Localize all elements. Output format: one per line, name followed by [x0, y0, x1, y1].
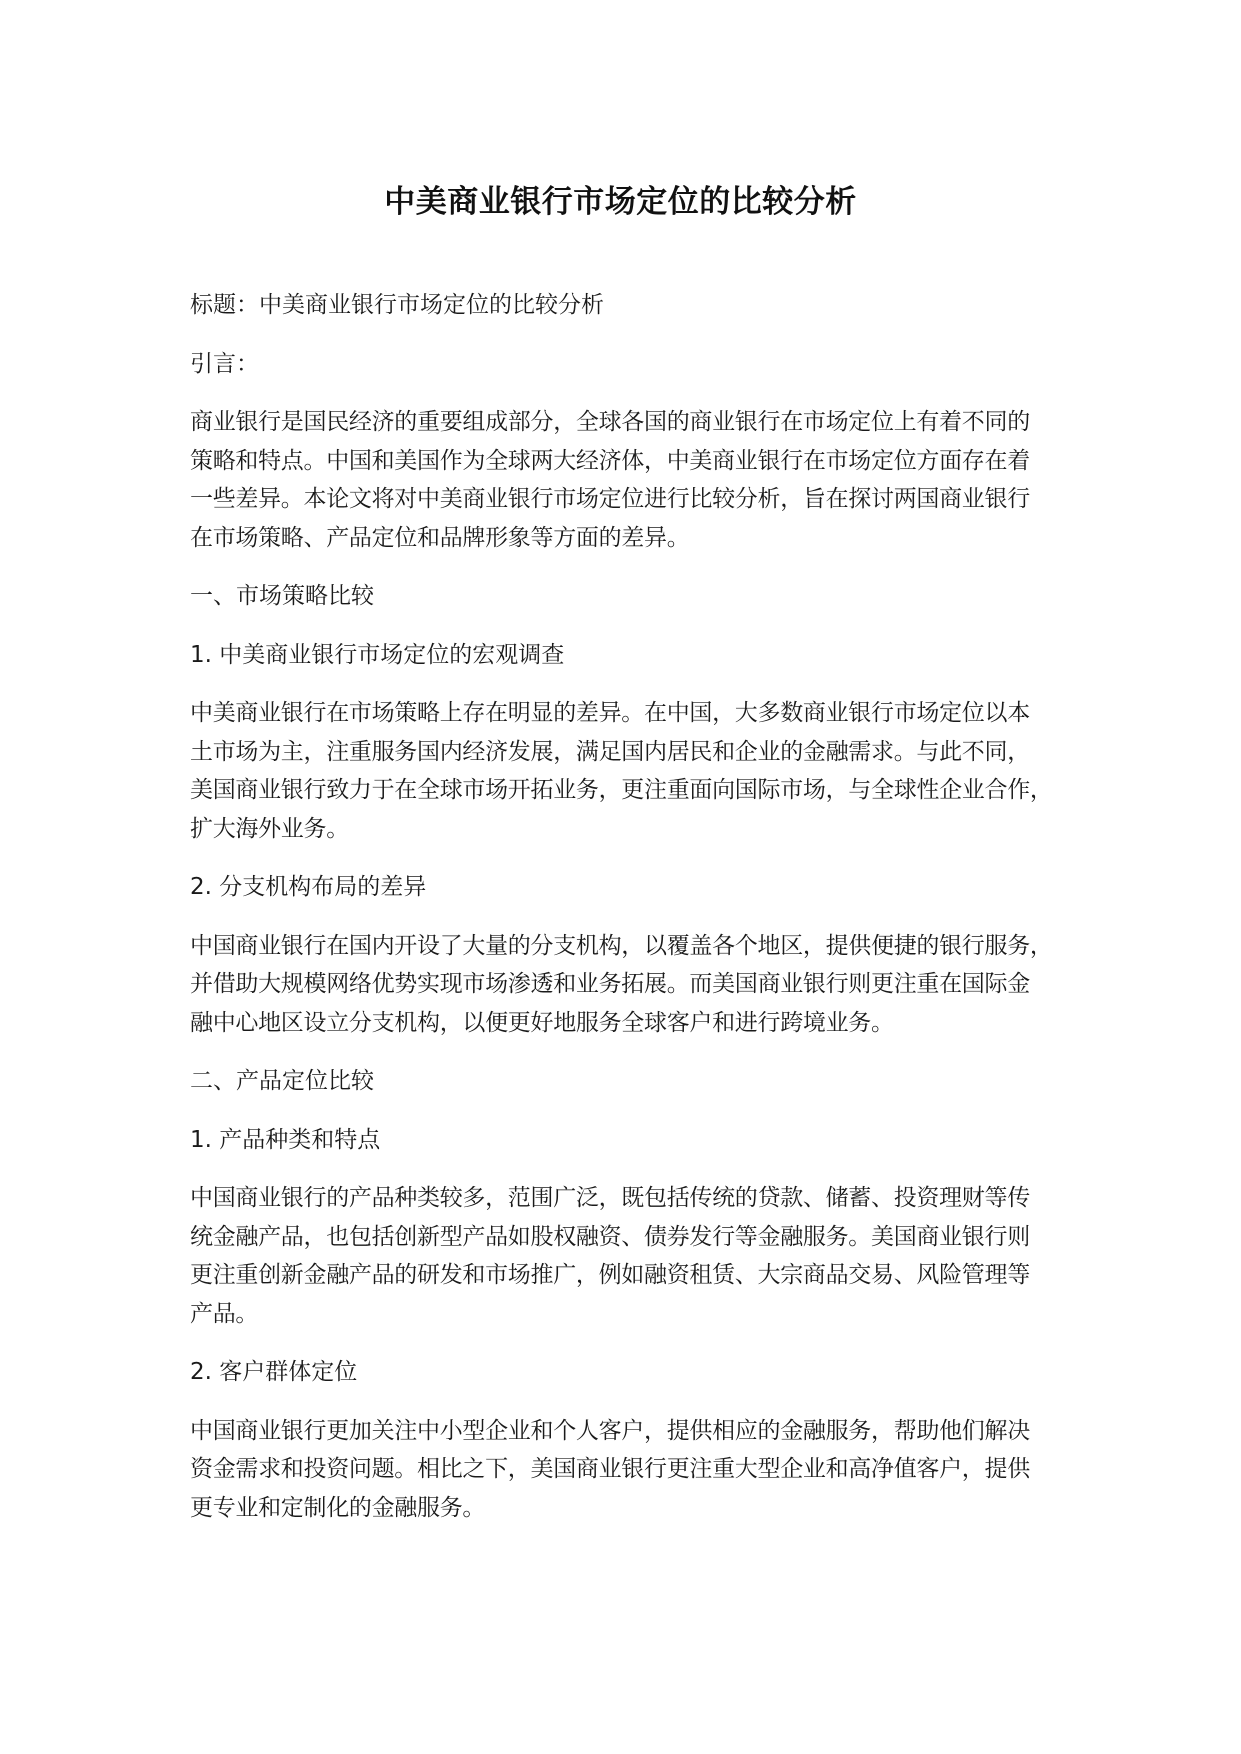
paragraph-line: 中国商业银行更加关注中小型企业和个人客户，提供相应的金融服务，帮助他们解决 — [190, 1417, 1030, 1444]
paragraph-line: 融中心地区设立分支机构，以便更好地服务全球客户和进行跨境业务。 — [190, 1009, 894, 1036]
section-heading-market-strategy: 一、市场策略比较 — [190, 583, 374, 609]
paragraph-line: 资金需求和投资问题。相比之下，美国商业银行更注重大型企业和高净值客户，提供 — [190, 1456, 1030, 1482]
intro-paragraph — [190, 403, 1070, 557]
document-title: 中美商业银行市场定位的比较分析 — [384, 184, 857, 220]
subtitle-line: 标题：中美商业银行市场定位的比较分析 — [190, 292, 604, 318]
paragraph-line: 扩大海外业务。 — [190, 815, 349, 842]
branch-layout-paragraph — [190, 927, 1070, 1043]
subsection-heading-macro-survey: 1. 中美商业银行市场定位的宏观调查 — [190, 641, 565, 668]
macro-survey-paragraph — [190, 694, 1070, 848]
customer-groups-paragraph — [190, 1412, 1070, 1528]
paragraph-line: 中国商业银行在国内开设了大量的分支机构，以覆盖各个地区，提供便捷的银行服务， — [190, 932, 1053, 959]
paragraph-line: 产品。 — [190, 1300, 259, 1327]
paragraph-line: 美国商业银行致力于在全球市场开拓业务，更注重面向国际市场，与全球性企业合作， — [190, 777, 1053, 803]
subsection-heading-product-types: 1. 产品种类和特点 — [190, 1126, 381, 1153]
section-heading-product-positioning: 二、产品定位比较 — [190, 1068, 374, 1094]
paragraph-line: 更专业和定制化的金融服务。 — [190, 1494, 486, 1521]
paragraph-line: 并借助大规模网络优势实现市场渗透和业务拓展。而美国商业银行则更注重在国际金 — [190, 971, 1030, 997]
paragraph-line: 土市场为主，注重服务国内经济发展，满足国内居民和企业的金融需求。与此不同， — [190, 738, 1030, 765]
paragraph-line: 更注重创新金融产品的研发和市场推广，例如融资租赁、大宗商品交易、风险管理等 — [190, 1262, 1030, 1288]
paragraph-line: 统金融产品，也包括创新型产品如股权融资、债券发行等金融服务。美国商业银行则 — [190, 1223, 1030, 1250]
paragraph-line: 在市场策略、产品定位和品牌形象等方面的差异。 — [190, 524, 690, 551]
intro-heading: 引言： — [190, 350, 259, 377]
document-body — [190, 286, 1070, 1547]
paragraph-line: 中美商业银行在市场策略上存在明显的差异。在中国，大多数商业银行市场定位以本 — [190, 700, 1030, 726]
product-types-paragraph — [190, 1179, 1070, 1333]
paragraph-line: 策略和特点。中国和美国作为全球两大经济体，中美商业银行在市场定位方面存在着 — [190, 447, 1030, 474]
paragraph-line: 中国商业银行的产品种类较多，范围广泛，既包括传统的贷款、储蓄、投资理财等传 — [190, 1185, 1030, 1211]
paragraph-line: 商业银行是国民经济的重要组成部分，全球各国的商业银行在市场定位上有着不同的 — [190, 409, 1030, 435]
paragraph-line: 一些差异。本论文将对中美商业银行市场定位进行比较分析，旨在探讨两国商业银行 — [190, 486, 1030, 512]
subsection-heading-customer-groups: 2. 客户群体定位 — [190, 1359, 358, 1385]
subsection-heading-branch-layout: 2. 分支机构布局的差异 — [190, 874, 427, 900]
